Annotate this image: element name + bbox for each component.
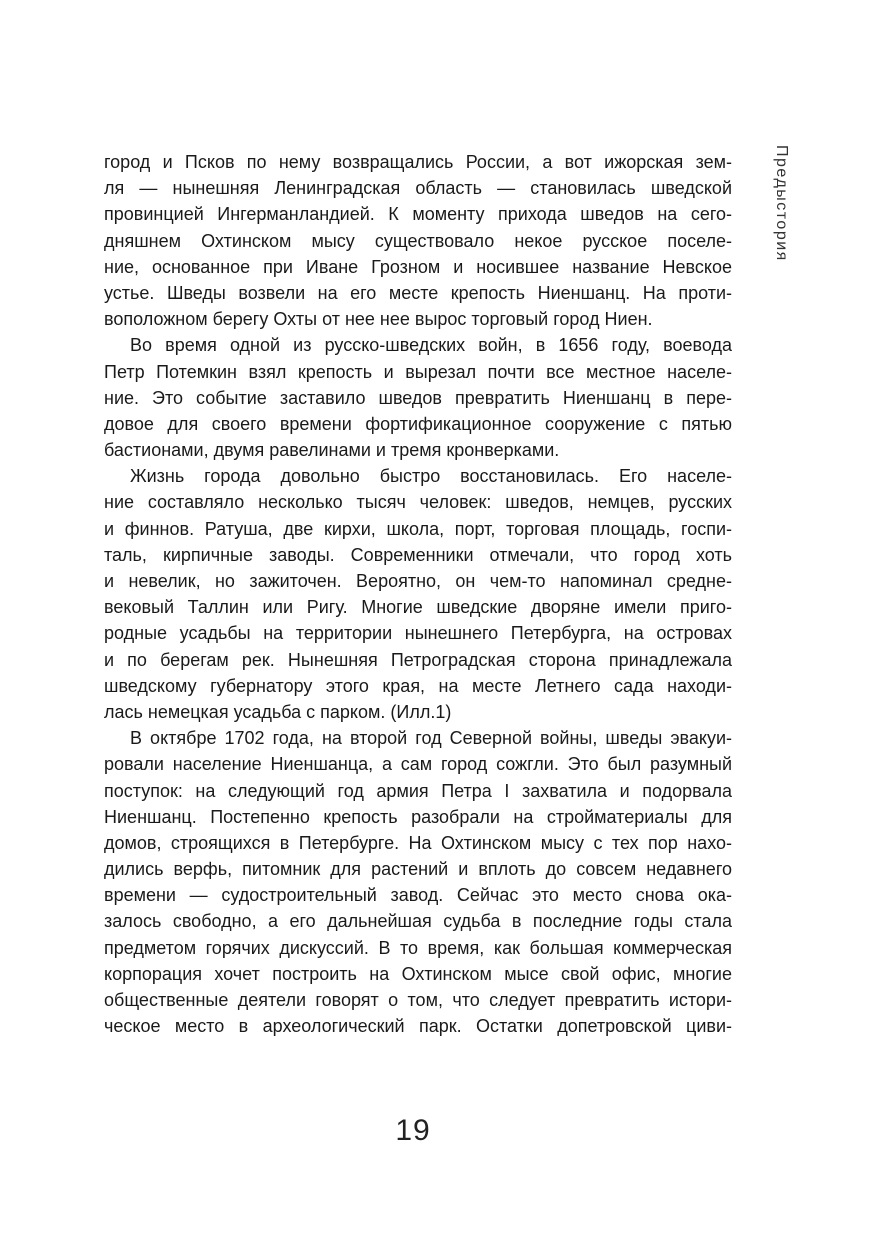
text-line: ние составляло несколько тысяч человек: шведов, немцев, русских [104, 492, 732, 513]
text-line: Во время одной из русско-шведских войн, в 1656 году, воевода [130, 335, 732, 356]
text-line: город и Псков по нему возвращались России, а вот ижорская зем- [104, 152, 732, 172]
text-line: устье. Шведы возвели на его месте крепость Ниеншанц. На проти- [104, 282, 732, 303]
running-head: Предыстория [773, 145, 790, 262]
text-line: времени — судостроительный завод. Сейчас это место снова ока- [104, 885, 732, 906]
text-line: и по берегам рек. Нынешняя Петроградская сторона принадлежала [104, 649, 732, 670]
text-line: залось свободно, а его дальнейшая судьба в последние годы стала [104, 911, 732, 932]
text-line: ние. Это событие заставило шведов превратить Ниеншанц в пере- [104, 387, 732, 408]
text-line: дились верфь, питомник для растений и вплоть до совсем недавнего [104, 859, 732, 880]
paragraph [104, 725, 732, 1039]
text-line: дняшнем Охтинском мысу существовало некое русское поселе- [104, 230, 732, 251]
text-line: и невелик, но зажиточен. Вероятно, он чем-то напоминал средне- [104, 571, 732, 591]
text-line: Петр Потемкин взял крепость и вырезал почти все местное населе- [104, 361, 732, 382]
text-line: провинцией Ингерманландией. К моменту прихода шведов на сего- [104, 204, 732, 225]
paragraph [104, 332, 732, 463]
body-text [104, 149, 732, 1039]
text-line: поступок: на следующий год армия Петра I захватила и подорвала [104, 780, 732, 801]
text-line: ровали население Ниеншанца, а сам город сожгли. Это был разумный [104, 754, 732, 775]
text-line: ля — нынешняя Ленинградская область — становилась шведской [104, 178, 732, 199]
text-line: Жизнь города довольно быстро восстановилась. Его населе- [130, 466, 732, 487]
text-line: родные усадьбы на территории нынешнего Петербурга, на островах [104, 623, 732, 644]
text-line: воположном берегу Охты от нее нее вырос торговый город Ниен. [104, 309, 653, 330]
text-line: В октябре 1702 года, на второй год Северной войны, шведы эвакуи- [130, 728, 732, 749]
text-line: шведскому губернатору этого края, на месте Летнего сада находи- [104, 675, 732, 696]
paragraph [104, 463, 732, 725]
text-line: вековый Таллин или Ригу. Многие шведские дворяне имели приго- [104, 597, 732, 618]
text-line: предметом горячих дискуссий. В то время, как большая коммерческая [104, 937, 732, 958]
text-line: ние, основанное при Иване Грозном и носившее название Невское [104, 256, 732, 277]
page-number: 19 [395, 1114, 431, 1147]
text-line: домов, строящихся в Петербурге. На Охтинском мысу с тех пор нахо- [104, 832, 732, 853]
text-line: лась немецкая усадьба с парком. (Илл.1) [104, 701, 452, 722]
text-line: бастионами, двумя равелинами и тремя кронверками. [104, 440, 560, 461]
text-line: и финнов. Ратуша, две кирхи, школа, порт, торговая площадь, госпи- [104, 518, 732, 539]
text-line: общественные деятели говорят о том, что следует превратить истори- [104, 990, 732, 1010]
text-line: довое для своего времени фортификационное сооружение с пятью [104, 413, 732, 434]
text-line: корпорация хочет построить на Охтинском мысе свой офис, многие [104, 963, 732, 984]
text-line: ческое место в археологический парк. Остатки допетровской циви- [104, 1016, 732, 1037]
text-line: Ниеншанц. Постепенно крепость разобрали на стройматериалы для [104, 806, 732, 827]
text-line: таль, кирпичные заводы. Современники отмечали, что город хоть [104, 544, 732, 565]
paragraph [104, 149, 732, 332]
